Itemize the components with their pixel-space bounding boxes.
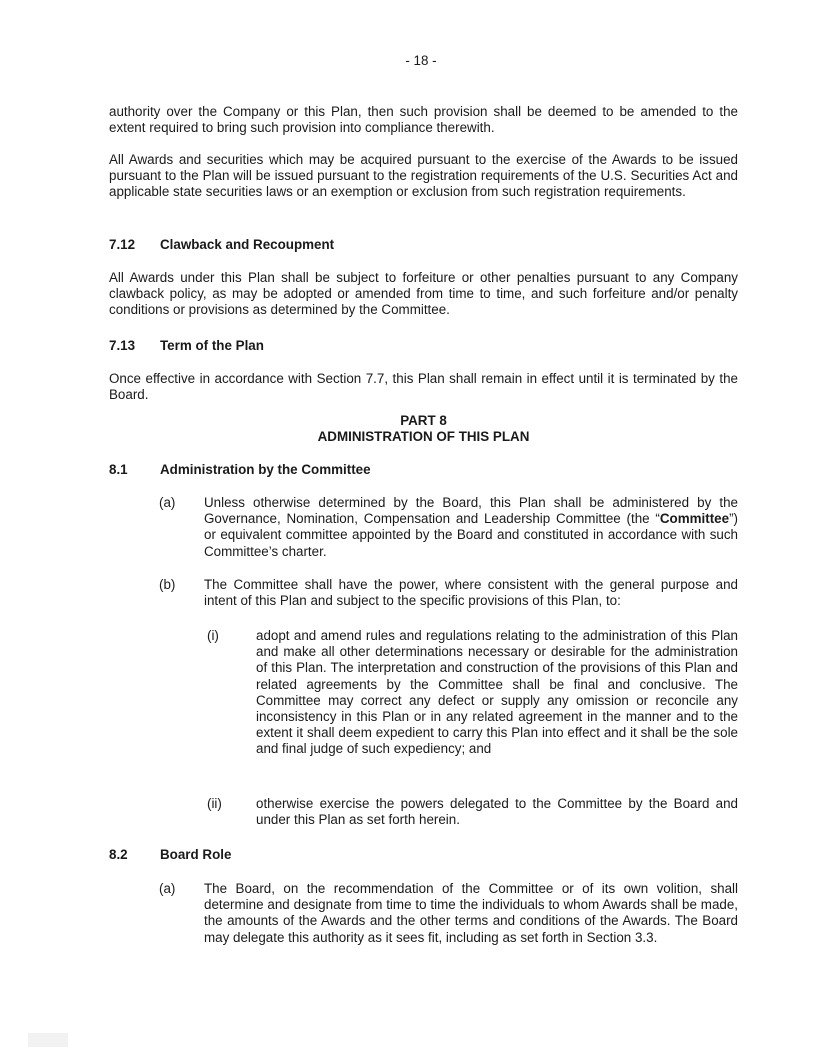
intro-paragraph-2: All Awards and securities which may be acquired pursuant to the exercise of the Awards to be issued pursuant to the Plan will be issued pursuant to the registration requirements of the U.S. Securities Act and applicable state securities laws or an exemption or exclusion from such registration requirements. <box>109 152 738 200</box>
section-8-2-heading <box>109 847 231 863</box>
section-8-1-heading <box>109 462 371 478</box>
list-item-8-1-a <box>159 495 738 565</box>
item-text-start: Unless otherwise determined by the Board, this Plan shall be administered by the Governance, Nomination, Compensation and Leadership Committee (the “ <box>204 495 738 527</box>
item-text: otherwise exercise the powers delegated to the Committee by the Board and under this Plan as set forth herein. <box>256 796 738 828</box>
intro-paragraph-1: authority over the Company or this Plan, then such provision shall be deemed to be amended to the extent required to bring such provision into compliance therewith. <box>109 104 738 136</box>
section-title: Administration by the Committee <box>160 462 371 477</box>
section-7-12-heading <box>109 237 334 253</box>
section-7-12-body: All Awards under this Plan shall be subject to forfeiture or other penalties pursuant to any Company clawback policy, as may be adopted or amended from time to time, and such forfeiture and/or penalty conditions or provisions as determined by the Committee. <box>109 270 738 318</box>
section-7-13-heading <box>109 338 264 354</box>
section-7-13-body: Once effective in accordance with Section 7.7, this Plan shall remain in effect until it is terminated by the Board. <box>109 371 738 403</box>
item-label: (a) <box>159 495 176 510</box>
item-label: (a) <box>159 881 176 896</box>
item-label: (ii) <box>207 796 222 811</box>
section-title: Board Role <box>160 847 232 862</box>
item-text: The Board, on the recommendation of the Committee or of its own volition, shall determine and designate from time to time the individuals to whom Awards shall be made, the amounts of the Awards and the other terms and conditions of the Awards. The Board may delegate this authority as it sees fit, including as set forth in Section 3.3. <box>204 881 738 945</box>
item-text: The Committee shall have the power, where consistent with the general purpose and intent of this Plan and subject to the specific provisions of this Plan, to: <box>204 577 738 609</box>
section-title: Term of the Plan <box>160 338 264 353</box>
section-number: 8.1 <box>109 462 128 477</box>
section-title: Clawback and Recoupment <box>160 237 335 252</box>
item-text: adopt and amend rules and regulations relating to the administration of this Plan and make all other determinations necessary or desirable for the administration of this Plan. The interpretation and construction of the provisions of this Plan and related agreements by the Committee shall be final and conclusive. The Committee may correct any defect or supply any omission or reconcile any inconsistency in this Plan or in any related agreement in the manner and to the extent it shall deem expedient to carry this Plan into effect and it shall be the sole and final judge of such expediency; and <box>256 628 738 757</box>
item-text-end: ”) or equivalent committee appointed by the Board and constituted in accordance with such Committee’s charter. <box>204 511 738 559</box>
item-text <box>204 495 738 560</box>
section-number: 7.12 <box>109 237 136 252</box>
list-item-8-1-ii <box>207 796 738 836</box>
section-number: 8.2 <box>109 847 128 862</box>
list-item-8-1-i <box>207 628 738 798</box>
defined-term: Committee <box>659 511 730 527</box>
part-label: PART 8 <box>400 413 447 428</box>
item-label: (i) <box>207 628 219 643</box>
list-item-8-2-a <box>159 881 738 981</box>
page-number: - 18 - <box>405 53 437 68</box>
scan-margin-mark <box>28 1033 68 1047</box>
item-label: (b) <box>159 577 176 592</box>
list-item-8-1-b <box>159 577 738 617</box>
part-title: ADMINISTRATION OF THIS PLAN <box>317 429 530 444</box>
section-number: 7.13 <box>109 338 136 353</box>
